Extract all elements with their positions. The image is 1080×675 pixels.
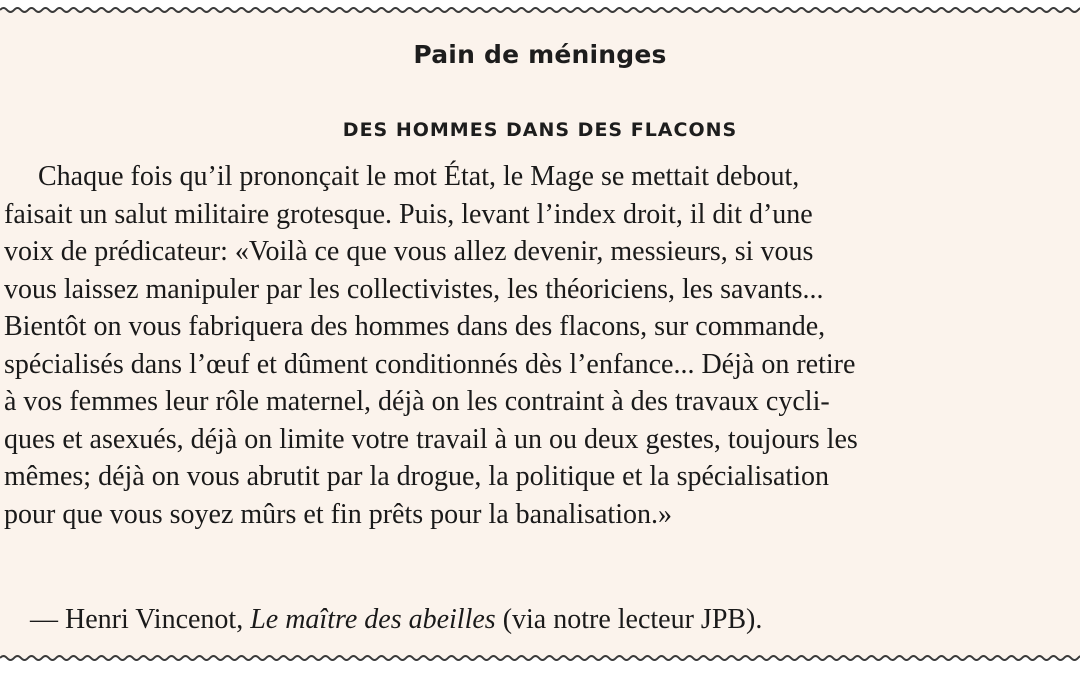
wavy-border-bottom [0,651,1080,665]
quote-line: Chaque fois qu’il prononçait le mot État, le Mage se mettait debout, [38,161,800,192]
attribution-work-title: Le maître des abeilles [250,604,496,635]
section-heading: DES HOMMES DANS DES FLACONS [342,119,738,141]
wavy-border-top [0,3,1080,17]
attribution [30,604,762,636]
quote-line: à vos femmes leur rôle maternel, déjà on les contraint à des travaux cycli- [4,386,830,417]
quote-line: pour que vous soyez mûrs et fin prêts pour la banalisation.» [4,498,672,530]
box-title: Pain de méninges [413,40,667,69]
attribution-note: (via notre lecteur JPB). [495,604,763,635]
quote-line: voix de prédicateur: «Voilà ce que vous allez devenir, messieurs, si vous [4,236,814,267]
attribution-author: — Henri Vincenot, [30,604,251,635]
quote-line: Bientôt on vous fabriquera des hommes dans des flacons, sur commande, [4,311,826,342]
quote-line: ques et asexués, déjà on limite votre travail à un ou deux gestes, toujours les [4,423,858,455]
quote-line: spécialisés dans l’œuf et dûment conditionnés dès l’enfance... Déjà on retire [4,348,856,380]
quote-line: faisait un salut militaire grotesque. Puis, levant l’index droit, il dit d’une [4,198,813,230]
quote-line: vous laissez manipuler par les collectivistes, les théoriciens, les savants... [4,273,824,305]
quote-text [4,158,1080,533]
quote-line: mêmes; déjà on vous abrutit par la drogue, la politique et la spécialisation [4,461,829,492]
